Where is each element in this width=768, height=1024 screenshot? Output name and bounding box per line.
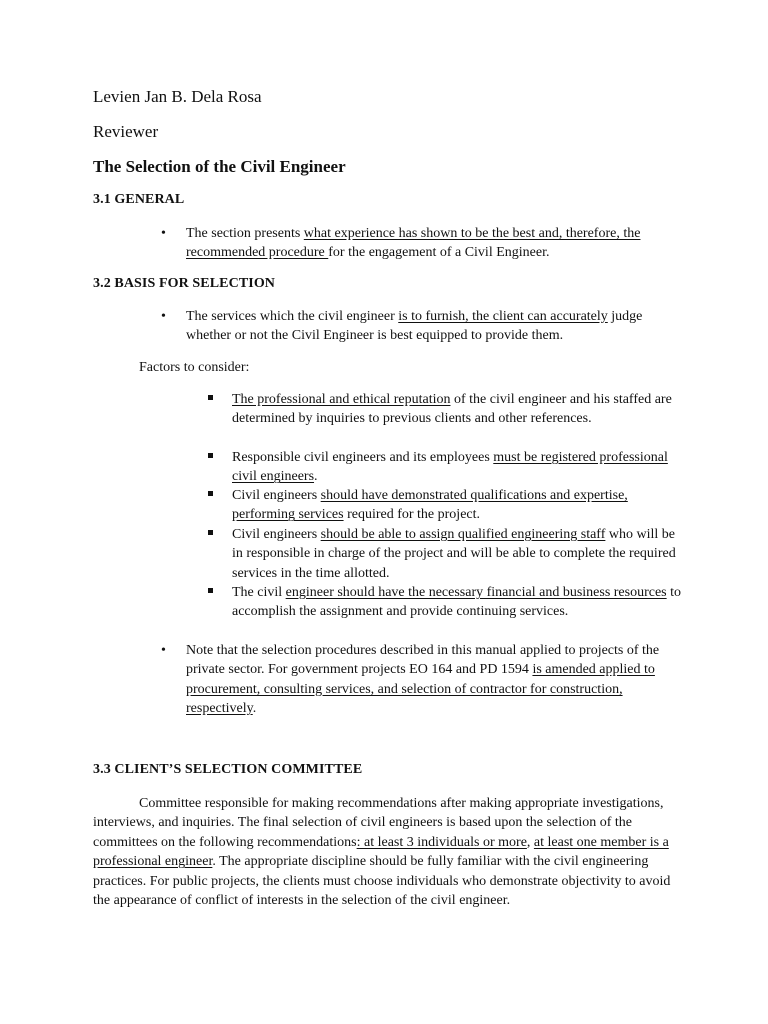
square-bullet-icon (208, 588, 213, 593)
bullet-text: for the engagement of a Civil Engineer. (328, 245, 550, 261)
factor-text: who will be in responsible in charge of the project and will be able to complete the required services in the time allotted. (232, 527, 676, 581)
paragraph-text: . The appropriate discipline should be fully familiar with the civil engineering practices. For public projects, the clients must choose individuals who demonstrate objectivity to avoid the appearance of conflict of interests in the selection of the civil engineer. (93, 854, 671, 909)
section-heading-general: 3.1 GENERAL (93, 192, 185, 207)
underlined-text: what experience has shown to be the best and, therefore, the recommended procedure (186, 226, 641, 261)
bullet-text: The services which the civil engineer (186, 309, 399, 324)
underlined-text: should have demonstrated qualifications and expertise, performing services (232, 488, 628, 523)
factor-text: Civil engineers (232, 527, 321, 542)
square-bullet-icon (208, 530, 213, 535)
underlined-text: : at least 3 individuals or more (356, 834, 527, 850)
document-type: Reviewer (93, 122, 159, 141)
factor-text: of the civil engineer and his staffed are determined by inquiries to previous clients and other references. (232, 392, 672, 427)
bullet-dot-icon: • (161, 226, 166, 241)
factor-text: to accomplish the assignment and provide continuing services. (232, 585, 682, 620)
underlined-text: must be registered professional civil engineers (232, 450, 668, 485)
section-heading-basis: 3.2 BASIS FOR SELECTION (93, 276, 276, 291)
basis-bullet (161, 307, 686, 346)
bullet-dot-icon: • (161, 643, 166, 658)
section-heading-committee: 3.3 CLIENT’S SELECTION COMMITTEE (93, 762, 363, 777)
factor-item (232, 390, 682, 429)
factor-item (232, 525, 682, 583)
underlined-text: at least one member is a professional engineer (93, 834, 669, 870)
factor-item (232, 486, 682, 525)
paragraph-text: , (526, 834, 534, 850)
square-bullet-icon (208, 395, 213, 400)
committee-paragraph (93, 794, 679, 910)
bullet-text: . (252, 701, 257, 717)
paragraph-text: Committee responsible for making recommendations after making appropriate investigations, interviews, and inquiries. The final selection of civil engineers is based upon the selection of the committees on the following recommendations (93, 796, 664, 850)
bullet-text: judge whether or not the Civil Engineer is best equipped to provide them. (186, 309, 643, 344)
factor-text: required for the project. (343, 507, 481, 523)
factor-text: Civil engineers (232, 488, 321, 503)
underlined-text: The professional and ethical reputation (232, 392, 451, 407)
bullet-text: The section presents (186, 226, 304, 241)
factor-item (232, 583, 682, 622)
factor-item (232, 448, 682, 487)
underlined-text: is to furnish, the client can accurately (398, 309, 608, 324)
underlined-text: should be able to assign qualified engineering staff (320, 527, 606, 542)
general-bullet (161, 224, 686, 263)
note-bullet (161, 641, 686, 719)
square-bullet-icon (208, 491, 213, 496)
factors-label: Factors to consider: (139, 360, 250, 375)
factor-text: . (314, 469, 318, 485)
bullet-dot-icon: • (161, 309, 166, 324)
author-name: Levien Jan B. Dela Rosa (93, 87, 262, 106)
underlined-text: is amended applied to procurement, consulting services, and selection of contractor for construction, respectively (186, 662, 655, 717)
square-bullet-icon (208, 453, 213, 458)
document-title: The Selection of the Civil Engineer (93, 157, 346, 176)
factor-text: Responsible civil engineers and its employees (232, 450, 494, 465)
underlined-text: engineer should have the necessary financial and business resources (285, 585, 667, 600)
bullet-text: Note that the selection procedures described in this manual applied to projects of the private sector. For government projects EO 164 and PD 1594 (186, 643, 660, 678)
factor-text: The civil (232, 585, 286, 600)
